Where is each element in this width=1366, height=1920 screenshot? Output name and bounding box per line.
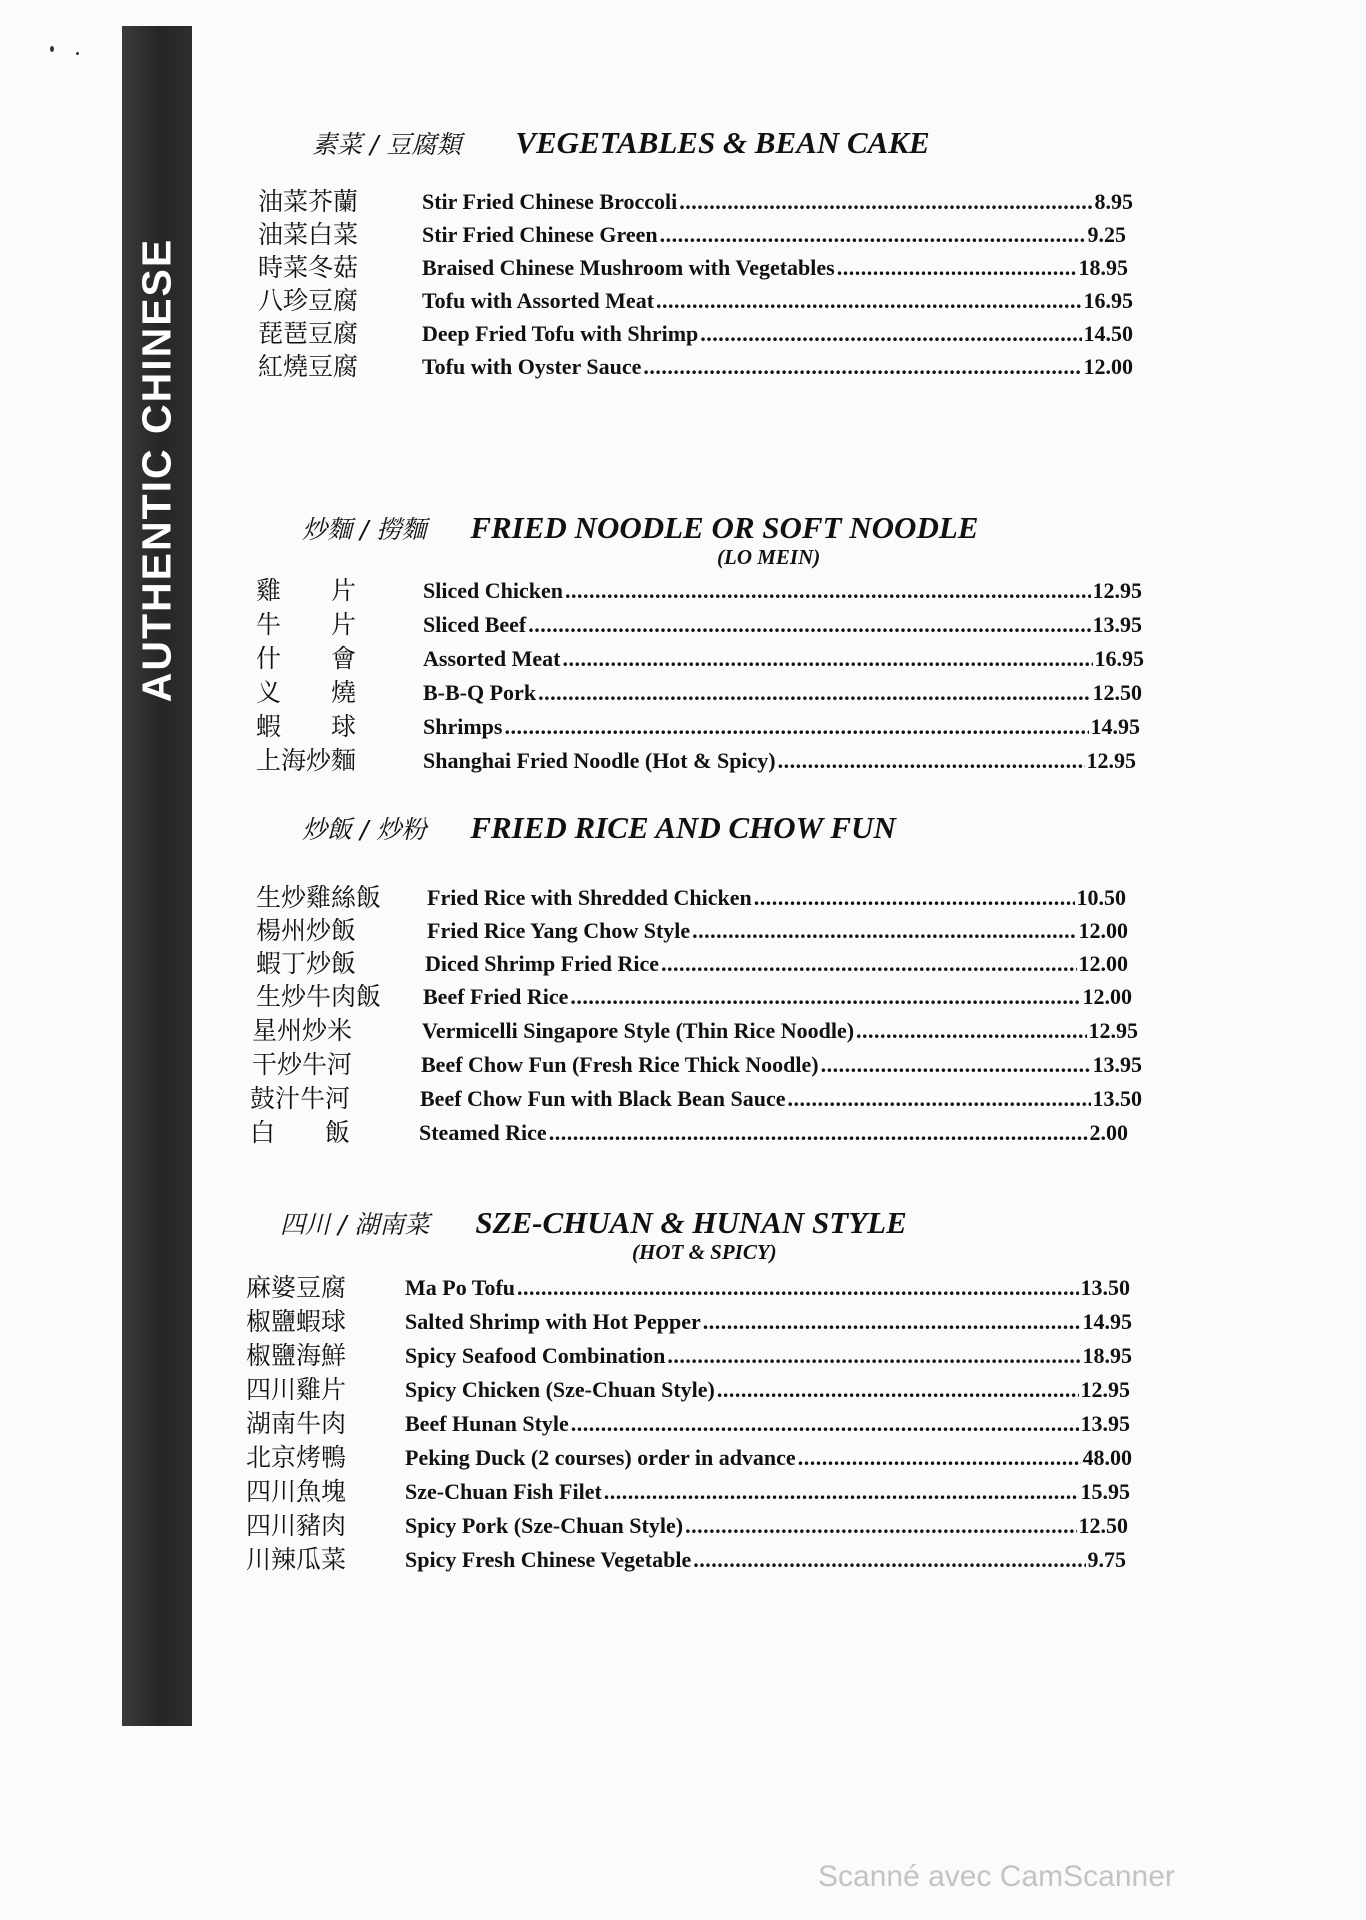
menu-item [246,1306,1132,1338]
menu-item [246,1476,1130,1508]
item-cn-name: 蝦 球 [256,712,357,741]
item-name: Fried Rice with Shredded Chicken [427,885,752,910]
dot-leader [667,1340,1080,1372]
item-price: 16.95 [1083,288,1133,313]
item-price: 13.95 [1080,1411,1130,1436]
section-title-vegetables [312,125,930,161]
dot-leader [528,609,1090,641]
item-price: 9.75 [1087,1547,1126,1572]
menu-item [258,285,1133,317]
item-price: 10.50 [1076,885,1126,910]
item-name: Spicy Pork (Sze-Chuan Style) [405,1513,684,1538]
item-name: Spicy Seafood Combination [405,1343,666,1368]
dot-leader [717,1374,1079,1406]
item-name: Beef Chow Fun (Fresh Rice Thick Noodle) [421,1052,819,1077]
section-cn-title: 四川 / 湖南菜 [280,1210,430,1239]
item-cn-name: 八珍豆腐 [258,286,359,315]
item-name: Beef Chow Fun with Black Bean Sauce [420,1086,786,1111]
menu-item [258,252,1128,284]
section-title-rice [302,810,896,846]
dot-leader [570,981,1080,1013]
dot-leader [685,1510,1076,1542]
menu-item [258,351,1133,383]
menu-item [256,745,1136,777]
dot-leader [703,1306,1081,1338]
item-name: Ma Po Tofu [405,1275,516,1300]
menu-item [246,1442,1132,1474]
item-price: 13.95 [1092,612,1142,637]
item-name: Sze-Chuan Fish Filet [405,1479,602,1504]
item-name: Spicy Fresh Chinese Vegetable [405,1547,692,1572]
dot-leader [700,318,1081,350]
dot-leader [661,948,1076,980]
item-cn-name: 鼓汁牛河 [250,1084,351,1113]
dot-leader [693,1544,1085,1576]
menu-item [258,318,1133,350]
item-name: Sliced Chicken [423,578,563,603]
item-name: Braised Chinese Mushroom with Vegetables [422,255,835,280]
item-price: 13.50 [1080,1275,1130,1300]
menu-item [256,915,1128,947]
menu-item [246,1340,1132,1372]
menu-item [250,1117,1128,1149]
item-price: 2.00 [1089,1120,1128,1145]
item-name: Stir Fried Chinese Green [422,222,658,247]
item-price: 18.95 [1078,255,1128,280]
section-en-title: FRIED RICE AND CHOW FUN [470,810,896,845]
menu-item [252,1015,1138,1047]
item-cn-name: 义 燒 [256,678,357,707]
dot-leader [798,1442,1081,1474]
section-en-title: SZE-CHUAN & HUNAN STYLE [475,1205,907,1240]
item-cn-name: 楊州炒飯 [256,916,357,945]
dot-leader [656,285,1081,317]
menu-item [252,1049,1142,1081]
dot-leader [562,643,1092,675]
menu-item [250,1083,1142,1115]
dot-leader [504,711,1088,743]
item-price: 12.50 [1078,1513,1128,1538]
section-en-title: FRIED NOODLE OR SOFT NOODLE [470,510,979,545]
item-cn-name: 雞 片 [256,576,357,605]
section-cn-title: 炒飯 / 炒粉 [302,815,427,844]
item-price: 9.25 [1087,222,1126,247]
item-cn-name: 麻婆豆腐 [246,1273,347,1302]
item-price: 12.00 [1078,951,1128,976]
item-price: 12.50 [1092,680,1142,705]
dot-leader [538,677,1090,709]
dot-leader [571,1408,1079,1440]
item-price: 12.95 [1080,1377,1130,1402]
dot-leader [837,252,1077,284]
item-cn-name: 紅燒豆腐 [258,352,359,381]
section-cn-title: 素菜 / 豆腐類 [312,130,462,159]
item-price: 14.50 [1083,321,1133,346]
item-cn-name: 油菜芥蘭 [258,187,359,216]
item-name: Stir Fried Chinese Broccoli [422,189,678,214]
item-cn-name: 上海炒麵 [256,746,357,775]
item-name: Assorted Meat [423,646,561,671]
item-name: Shanghai Fried Noodle (Hot & Spicy) [423,748,776,773]
section-title-noodles [302,510,978,546]
item-price: 18.95 [1082,1343,1132,1368]
menu-item [256,609,1142,641]
item-name: Vermicelli Singapore Style (Thin Rice Noodle) [422,1018,855,1043]
item-cn-name: 四川雞片 [246,1375,347,1404]
item-price: 12.95 [1086,748,1136,773]
menu-item [256,981,1132,1013]
menu-item [246,1272,1130,1304]
item-price: 8.95 [1094,189,1133,214]
item-cn-name: 蝦丁炒飯 [256,949,357,978]
dot-leader [754,882,1075,914]
item-cn-name: 四川豬肉 [246,1511,347,1540]
item-name: Beef Fried Rice [423,984,569,1009]
item-cn-name: 什 會 [256,644,357,673]
menu-item [256,575,1142,607]
item-price: 16.95 [1094,646,1144,671]
item-name: Tofu with Oyster Sauce [422,354,642,379]
item-name: Diced Shrimp Fried Rice [425,951,660,976]
item-price: 12.95 [1092,578,1142,603]
item-cn-name: 湖南牛肉 [246,1409,347,1438]
item-cn-name: 生炒雞絲飯 [256,883,382,912]
menu-item [256,643,1144,675]
item-cn-name: 干炒牛河 [252,1050,353,1079]
menu-item [246,1408,1130,1440]
menu-item [256,677,1142,709]
item-cn-name: 椒鹽蝦球 [246,1307,347,1336]
item-name: Sliced Beef [423,612,527,637]
item-name: Shrimps [423,714,503,739]
item-price: 12.00 [1083,354,1133,379]
item-cn-name: 牛 片 [256,610,357,639]
item-name: Tofu with Assorted Meat [422,288,655,313]
dot-leader [778,745,1085,777]
item-price: 14.95 [1082,1309,1132,1334]
menu-item [256,948,1128,980]
item-name: Deep Fried Tofu with Shrimp [422,321,699,346]
menu-item [256,711,1140,743]
section-cn-title: 炒麵 / 撈麵 [302,515,427,544]
item-price: 48.00 [1082,1445,1132,1470]
dot-leader [517,1272,1078,1304]
item-name: Spicy Chicken (Sze-Chuan Style) [405,1377,715,1402]
section-en-title: VEGETABLES & BEAN CAKE [515,125,930,160]
item-price: 12.00 [1078,918,1128,943]
item-cn-name: 生炒牛肉飯 [256,982,382,1011]
item-cn-name: 四川魚塊 [246,1477,347,1506]
menu-item [258,186,1133,218]
dot-leader [660,219,1086,251]
scan-speck [76,52,79,55]
item-price: 14.95 [1090,714,1140,739]
item-name: Peking Duck (2 courses) order in advance [405,1445,796,1470]
item-name: Beef Hunan Style [405,1411,569,1436]
item-price: 12.00 [1082,984,1132,1009]
item-cn-name: 琵琶豆腐 [258,319,359,348]
dot-leader [604,1476,1079,1508]
item-name: Steamed Rice [419,1120,547,1145]
dot-leader [643,351,1081,383]
menu-item [256,882,1126,914]
dot-leader [565,575,1091,607]
item-cn-name: 時菜冬菇 [258,253,359,282]
item-cn-name: 北京烤鴨 [246,1443,347,1472]
item-name: B-B-Q Pork [423,680,537,705]
dot-leader [787,1083,1090,1115]
section-subtitle: (HOT & SPICY) [632,1240,777,1264]
item-cn-name: 川辣瓜菜 [246,1545,347,1574]
item-price: 13.50 [1092,1086,1142,1111]
item-cn-name: 星州炒米 [252,1016,353,1045]
section-title-szechuan [280,1205,907,1241]
item-name: Salted Shrimp with Hot Pepper [405,1309,701,1334]
dot-leader [549,1117,1088,1149]
menu-item [246,1510,1128,1542]
menu-item [246,1374,1130,1406]
section-subtitle: (LO MEIN) [717,545,821,569]
menu-item [258,219,1126,251]
item-price: 12.95 [1088,1018,1138,1043]
scan-speck [50,46,54,52]
item-name: Fried Rice Yang Chow Style [427,918,691,943]
dot-leader [692,915,1076,947]
side-band-title: AUTHENTIC CHINESE [133,237,180,703]
item-cn-name: 椒鹽海鮮 [246,1341,347,1370]
item-price: 15.95 [1080,1479,1130,1504]
item-cn-name: 油菜白菜 [258,220,359,249]
dot-leader [679,186,1092,218]
dot-leader [821,1049,1091,1081]
camscanner-watermark: Scanné avec CamScanner [818,1860,1175,1893]
menu-item [246,1544,1126,1576]
item-price: 13.95 [1092,1052,1142,1077]
item-cn-name: 白 飯 [250,1118,351,1147]
dot-leader [856,1015,1086,1047]
